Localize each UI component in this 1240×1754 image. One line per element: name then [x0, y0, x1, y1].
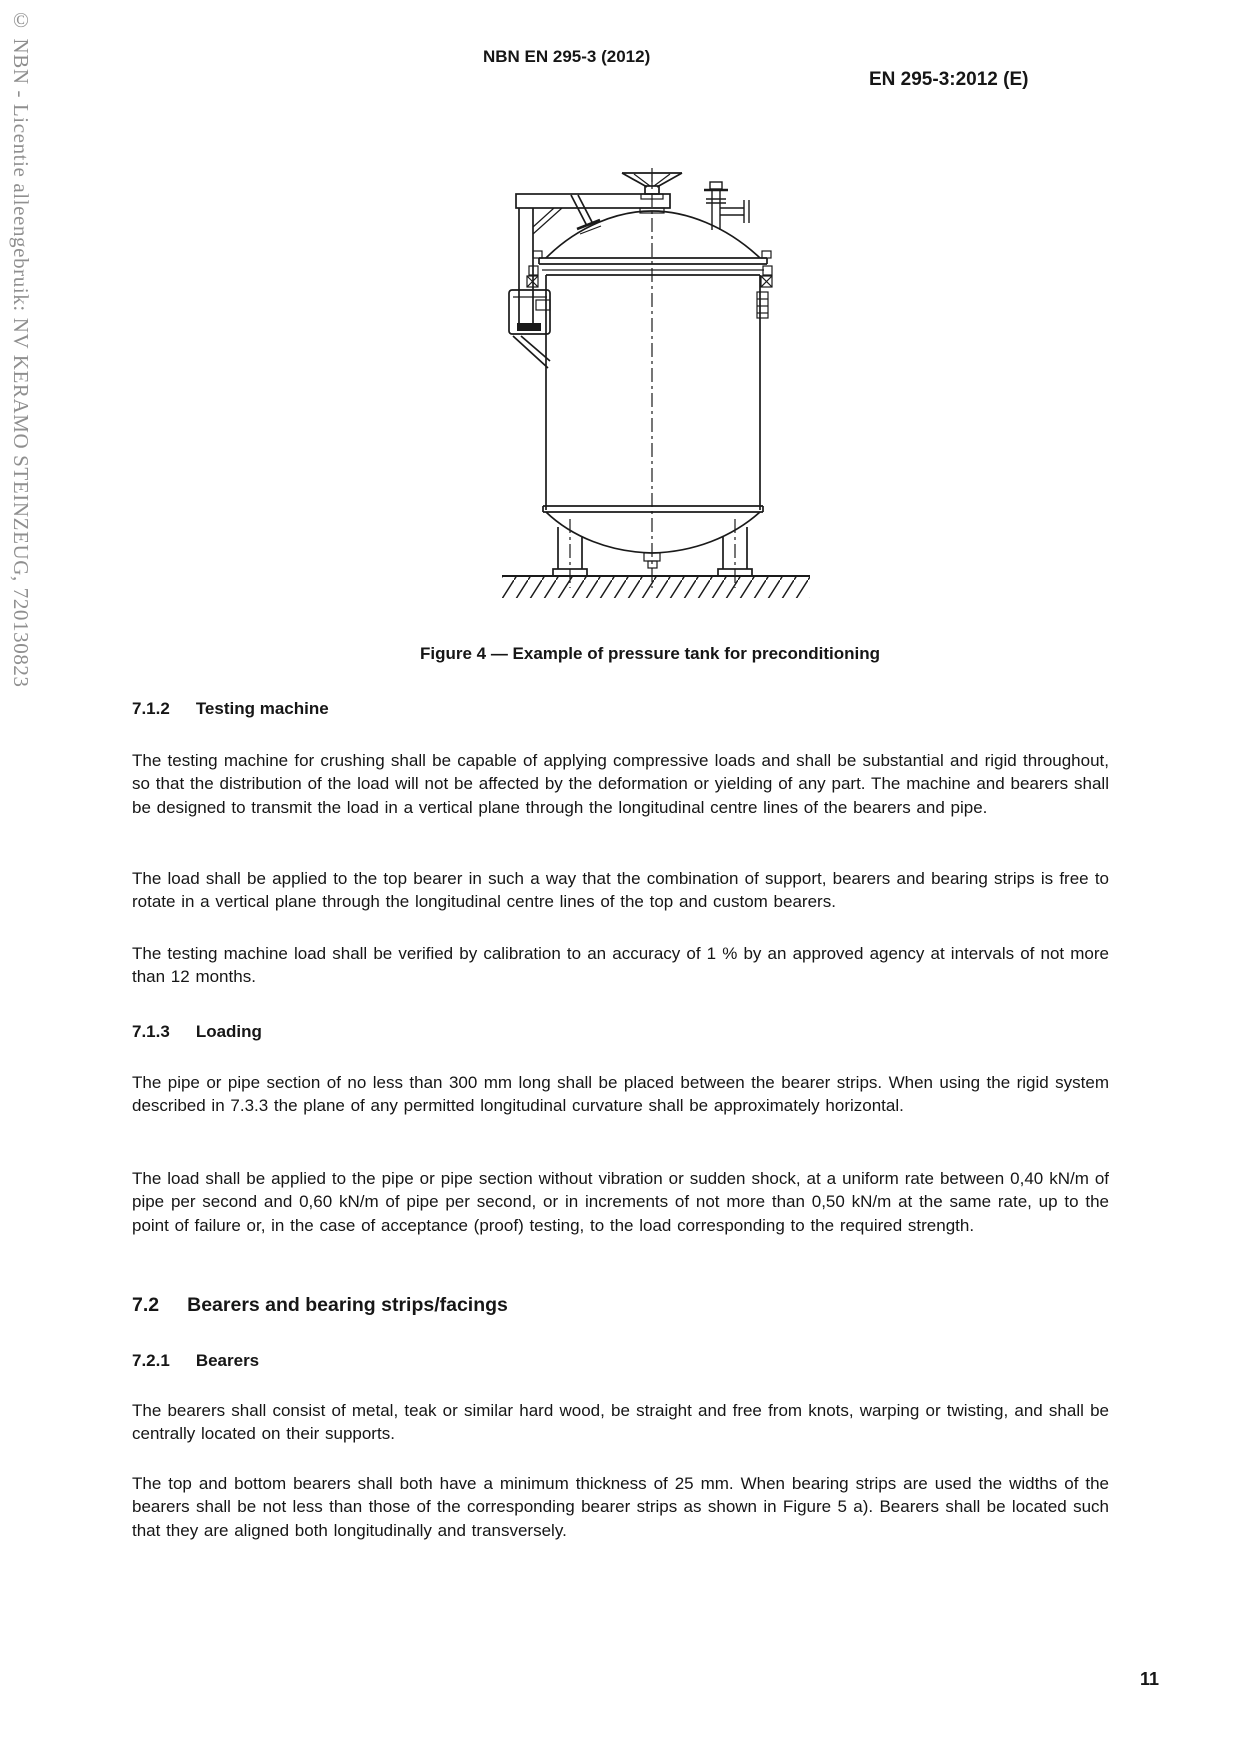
paragraph-713-2: The load shall be applied to the pipe or pipe section without vibration or sudden shock, at a uniform rate between 0,40 kN/m of pipe per second and 0,60 kN/m of pipe per second, or in increments of not more than 0,50 kN/m at the same rate, up to the point of failure or, in the case of acceptance (proof) testing, to the load corresponding to the required strength. — [132, 1169, 1109, 1235]
license-watermark: © NBN - Licentie alleengebruik: NV KERAMO STEINZEUG, 720130823 — [9, 8, 33, 688]
section-title: Loading — [195, 1022, 262, 1041]
tank-shell — [543, 275, 763, 512]
tank-dome — [546, 211, 760, 258]
figure-4 — [430, 140, 820, 605]
section-heading-721 — [132, 1351, 1109, 1371]
header-standard-ref: NBN EN 295-3 (2012) — [483, 47, 651, 66]
section-number: 7.2 — [132, 1294, 160, 1316]
page-number: 11 — [1140, 1669, 1160, 1689]
paragraph-712-3: The testing machine load shall be verified by calibration to an accuracy of 1 % by an approved agency at intervals of not more than 12 months. — [132, 944, 1109, 987]
section-heading-72 — [132, 1294, 1109, 1317]
tank-bottom — [546, 512, 760, 568]
header-standard-code: EN 295-3:2012 (E) — [869, 69, 1029, 90]
pressure-tank-drawing — [430, 140, 820, 605]
paragraph-721-2: The top and bottom bearers shall both have a minimum thickness of 25 mm. When bearing strips are used the widths of the bearers shall be not less than those of the corresponding bearer strips as shown in Figure 5 a). Bearers shall be located such that they are aligned both longitudinally and transversely. — [132, 1474, 1109, 1540]
support-bracket — [509, 290, 550, 368]
left-flange-clamp — [527, 251, 542, 287]
section-number: 7.1.3 — [132, 1022, 170, 1041]
section-title: Bearers — [195, 1351, 260, 1370]
section-number: 7.2.1 — [132, 1351, 170, 1370]
paragraph-721-1: The bearers shall consist of metal, teak or similar hard wood, be straight and free from knots, warping or twisting, and shall be centrally located on their supports. — [132, 1401, 1109, 1444]
section-number: 7.1.2 — [132, 699, 170, 718]
section-title: Testing machine — [195, 699, 329, 718]
section-heading-713 — [132, 1022, 1109, 1042]
lid-flange — [539, 258, 767, 275]
section-title: Bearers and bearing strips/facings — [187, 1294, 508, 1316]
paragraph-712-1: The testing machine for crushing shall be capable of applying compressive loads and shall be substantial and rigid throughout, so that the distribution of the load will not be affected by the deformation or yielding of any part. The machine and bearers shall be designed to transmit the load in a vertical plane through the longitudinal centre lines of the bearers and pipe. — [132, 751, 1109, 817]
ground-hatching — [502, 576, 810, 598]
paragraph-713-1: The pipe or pipe section of no less than 300 mm long shall be placed between the bearer strips. When using the rigid system described in 7.3.3 the plane of any permitted longitudinal curvature shall be approximately horizontal. — [132, 1073, 1109, 1116]
section-heading-712 — [132, 699, 1109, 719]
paragraph-712-2: The load shall be applied to the top bearer in such a way that the combination of support, bearers and bearing strips is free to rotate in a vertical plane through the longitudinal centre lines of the top and custom bearers. — [132, 869, 1109, 912]
figure-caption: Figure 4 — Example of pressure tank for preconditioning — [419, 644, 881, 663]
relief-valve — [704, 182, 749, 230]
